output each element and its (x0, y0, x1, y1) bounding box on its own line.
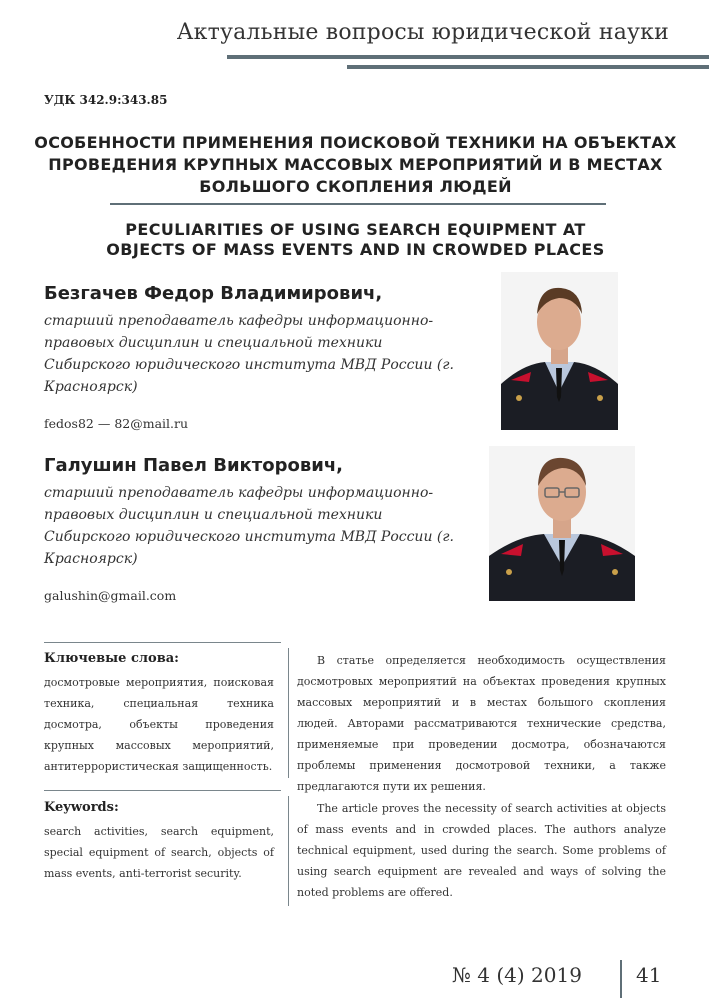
article-title-ru: ОСОБЕННОСТИ ПРИМЕНЕНИЯ ПОИСКОВОЙ ТЕХНИКИ НА ОБЪЕКТАХ ПРОВЕДЕНИЯ КРУПНЫХ МАССОВЫХ МЕРОПРИЯТИЙ И В МЕСТАХ БОЛЬШОГО СКОПЛЕНИЯ ЛЮДЕЙ (34, 133, 677, 196)
keywords-ru-top-rule (44, 642, 281, 643)
udk-code: УДК 342.9:343.85 (44, 93, 168, 107)
author-2-position: старший преподаватель кафедры информационно-правовых дисциплин и специальной техники Сибирского юридического института МВД России (г. Красноярск) (44, 485, 454, 567)
author-1-photo (501, 272, 618, 430)
title-divider (110, 203, 606, 205)
author-1 (44, 283, 464, 398)
column-divider-en (288, 796, 289, 906)
author-2 (44, 455, 464, 570)
author-1-name: Безгачев Федор Владимирович, (44, 283, 383, 304)
journal-title: Актуальные вопросы юридической науки (176, 20, 669, 45)
author-1-position: старший преподаватель кафедры информационно-правовых дисциплин и специальной техники Сибирского юридического института МВД России (г. Красноярск) (44, 313, 454, 395)
abstract-ru: В статье определяется необходимость осуществления досмотровых мероприятий на объектах проведения крупных массовых мероприятий и в местах большого скопления людей. Авторами рассматриваются технические средства, применяемые при проведении досмотра, обозначаются проблемы применения досмотровой техники, а также предлагаются пути их решения. (297, 654, 666, 793)
header-rule-secondary (347, 65, 709, 69)
keywords-en-top-rule (44, 790, 281, 791)
footer-divider (620, 960, 622, 998)
issue-number: № 4 (4) 2019 (452, 963, 582, 987)
keywords-ru-text: досмотровые мероприятия, поисковая техника, специальная техника досмотра, объекты проведения крупных массовых мероприятий, антитеррористическая защищенность. (44, 676, 274, 773)
column-divider-ru (288, 648, 289, 778)
keywords-ru-heading: Ключевые слова: (44, 651, 179, 666)
page-number: 41 (636, 963, 662, 987)
author-2-photo (489, 446, 635, 601)
article-title-en: PECULIARITIES OF USING SEARCH EQUIPMENT AT OBJECTS OF MASS EVENTS AND IN CROWDED PLACES (106, 220, 605, 259)
author-2-email: galushin@gmail.com (44, 588, 177, 603)
author-2-name: Галушин Павел Викторович, (44, 455, 344, 476)
abstract-en: The article proves the necessity of search activities at objects of mass events and in crowded places. The authors analyze technical equipment, used during the search. Some problems of using search equipment are revealed and ways of solving the noted problems are offered. (297, 802, 666, 899)
author-1-email: fedos82 — 82@mail.ru (44, 416, 189, 431)
header-rule (227, 55, 709, 59)
keywords-en-heading: Keywords: (44, 800, 119, 815)
keywords-en-text: search activities, search equipment, special equipment of search, objects of mass events, anti-terrorist security. (44, 825, 274, 880)
